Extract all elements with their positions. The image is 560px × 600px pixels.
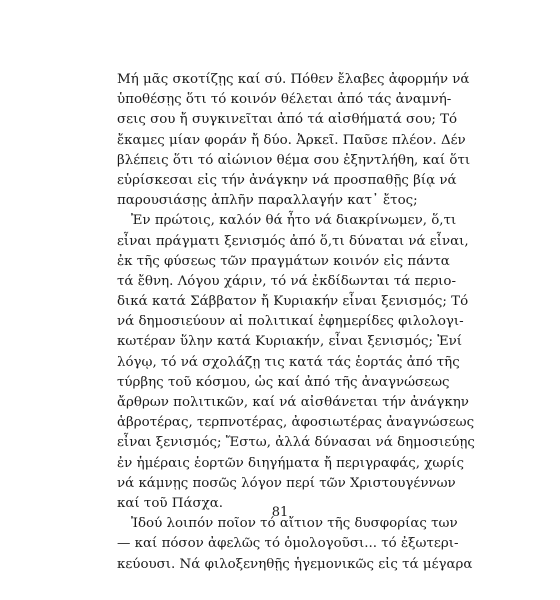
text-line: εἶναι ξενισμός; Ἔστω, ἀλλά δύνασαι νά δημοσιεύῃς [117, 435, 475, 451]
body-text [117, 70, 475, 575]
text-line: νά δημοσιεύουν αἱ πολιτικαί ἐφημερίδες φιλολογι- [117, 314, 464, 330]
text-line: σεις σου ἤ συγκινεῖται ἀπό τά αἰσθήματά σου; Τό [117, 112, 458, 128]
text-line: Ἰδού λοιπόν ποῖον τό αἴτιον τῆς δυσφορίας των [131, 516, 458, 532]
text-line: τύρβης τοῦ κόσμου, ὡς καί ἀπό τῆς ἀναγνώσεως [117, 374, 450, 390]
text-line: παρουσιάσῃς ἀπλῆν παραλλαγήν κατ᾽ ἔτος; [117, 193, 418, 209]
text-line: εἶναι πράγματι ξενισμός ἀπό ὅ,τι δύναται νά εἶναι, [117, 233, 469, 249]
text-line: ἔκαμες μίαν φοράν ἤ δύο. Ἀρκεῖ. Παῦσε πλέον. Δέν [117, 132, 466, 148]
paragraph [117, 211, 475, 514]
text-line: ὑποθέσῃς ὅτι τό κοινόν θέλεται ἀπό τάς ἀναμνή- [117, 92, 452, 108]
text-line: δικά κατά Σάββατον ἤ Κυριακήν εἶναι ξενισμός; Τό [117, 294, 469, 310]
text-line: Μή μᾶς σκοτίζῃς καί σύ. Πόθεν ἔλαβες ἀφορμήν νά [117, 72, 470, 87]
text-line: τά ἔθνη. Λόγου χάριν, τό νά ἐκδίδωνται τά περιο- [117, 273, 457, 289]
text-line: βλέπεις ὅτι τό αἰώνιον θέμα σου ἐξηντλήθη, καί ὅτι [117, 152, 471, 168]
text-line: κωτέραν ὕλην κατά Κυριακήν, εἶναι ξενισμός; Ἐνί [117, 334, 463, 350]
text-line: ἄρθρων πολιτικῶν, καί νά αἰσθάνεται τήν ἀνάγκην [117, 395, 469, 410]
text-line: — καί πόσον ἀφελῶς τό ὁμολογοῦσι... τό ἐξωτερι- [117, 536, 459, 552]
text-line: καί τοῦ Πάσχα. [117, 495, 224, 511]
text-line: λόγῳ, τό νά σχολάζῃ τις κατά τάς ἑορτάς ἀπό τῆς [117, 354, 460, 370]
page-number: 81 [271, 505, 289, 520]
paragraph [117, 514, 473, 575]
text-line: κεύουσι. Νά φιλοξενηθῇς ἡγεμονικῶς εἰς τά μέγαρα [117, 556, 473, 572]
paragraph [117, 70, 471, 211]
text-line: ἐκ τῆς φύσεως τῶν πραγμάτων κοινόν εἰς πάντα [117, 253, 450, 269]
text-line: Ἐν πρώτοις, καλόν θά ἦτο νά διακρίνωμεν, ὅ,τι [131, 213, 457, 229]
text-line: νά κάμνῃς ποσῶς λόγον περί τῶν Χριστουγέννων [117, 475, 456, 491]
text-line: εὑρίσκεσαι εἰς τήν ἀνάγκην νά προσπαθῇς βίᾳ νά [117, 172, 457, 188]
text-line: ἁβροτέρας, τερπνοτέρας, ἀφοσιωτέρας ἀναγνώσεως [117, 415, 475, 431]
text-line: ἐν ἡμέραις ἑορτῶν διηγήματα ἤ περιγραφάς, χωρίς [117, 455, 464, 471]
